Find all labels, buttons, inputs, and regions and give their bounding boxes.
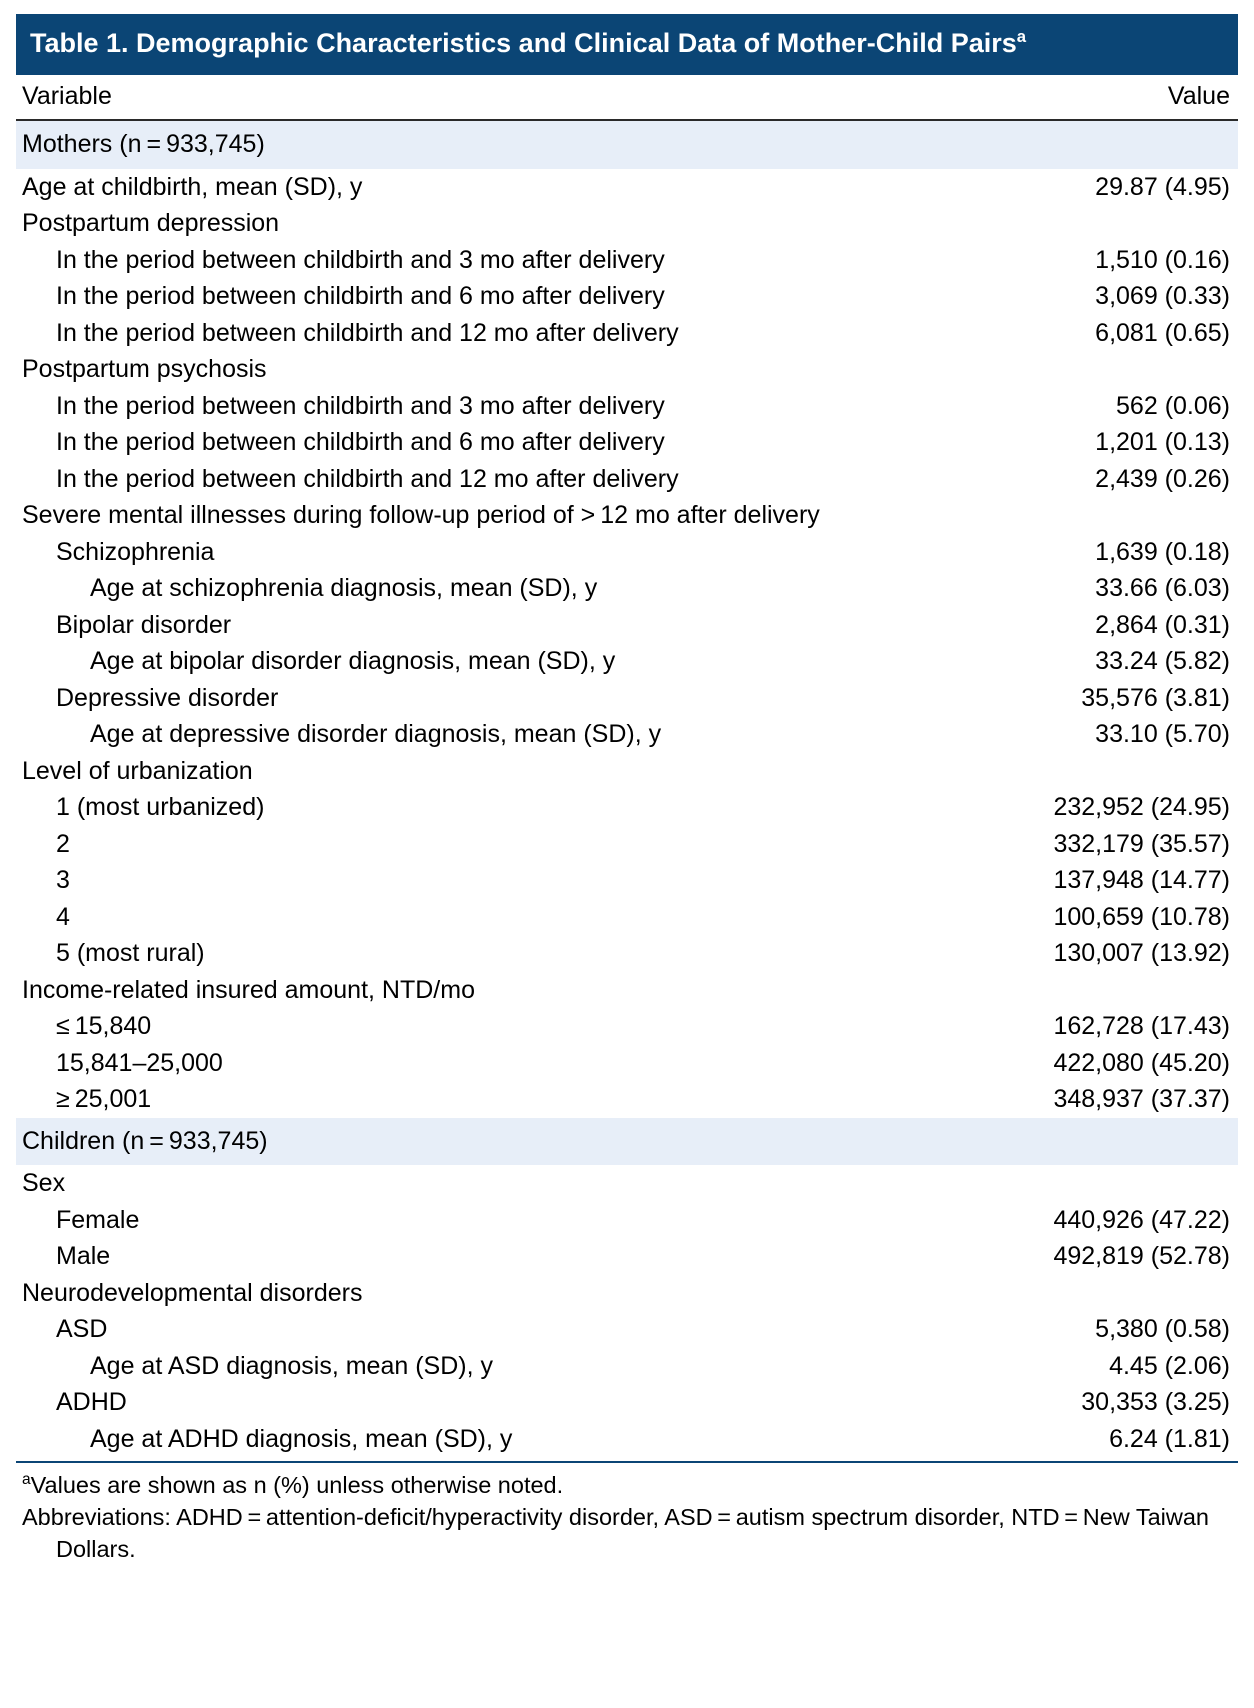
table-row	[16, 935, 1238, 972]
row-value: 2,439 (0.26)	[1095, 464, 1230, 493]
row-value: 33.10 (5.70)	[1095, 720, 1230, 749]
footnote-a-marker: a	[22, 1471, 31, 1489]
row-value: 332,179 (35.57)	[1053, 829, 1230, 858]
row-value: 1,510 (0.16)	[1095, 245, 1230, 274]
section-value	[1010, 1118, 1238, 1166]
table-row	[16, 826, 1238, 863]
table-row	[16, 972, 1238, 1009]
row-label: Bipolar disorder	[56, 610, 232, 639]
row-value: 130,007 (13.92)	[1053, 939, 1230, 968]
table-row	[16, 753, 1238, 790]
row-label: Male	[56, 1242, 111, 1271]
row-value: 29.87 (4.95)	[1095, 172, 1230, 201]
row-label: 2	[56, 829, 70, 858]
row-value: 4.45 (2.06)	[1109, 1351, 1230, 1380]
table-section-row	[16, 1118, 1238, 1166]
row-value: 33.24 (5.82)	[1095, 647, 1230, 676]
row-label: Postpartum psychosis	[22, 355, 267, 384]
row-value	[1010, 1165, 1238, 1202]
row-label: In the period between childbirth and 3 mo after delivery	[56, 245, 665, 274]
table-row	[16, 388, 1238, 425]
table-row	[16, 424, 1238, 461]
row-value	[1010, 205, 1238, 242]
row-label: Neurodevelopmental disorders	[22, 1278, 363, 1307]
row-label: Schizophrenia	[56, 537, 215, 566]
row-value: 492,819 (52.78)	[1053, 1242, 1230, 1271]
row-label: In the period between childbirth and 6 mo after delivery	[56, 282, 665, 311]
table-row	[16, 497, 1238, 534]
table-row	[16, 169, 1238, 206]
footnote-a-text: Values are shown as n (%) unless otherwise noted.	[30, 1472, 564, 1499]
row-value: 100,659 (10.78)	[1053, 902, 1230, 931]
table-row	[16, 1384, 1238, 1421]
row-label: Postpartum depression	[22, 209, 280, 238]
table-row	[16, 461, 1238, 498]
table-row	[16, 1275, 1238, 1312]
table-title-text: Table 1. Demographic Characteristics and Clinical Data of Mother-Child Pairs	[30, 28, 1017, 58]
row-value: 440,926 (47.22)	[1053, 1205, 1230, 1234]
row-label: Depressive disorder	[56, 683, 279, 712]
table-body	[16, 120, 1238, 1461]
row-label: In the period between childbirth and 12 mo after delivery	[56, 464, 679, 493]
row-value: 1,201 (0.13)	[1095, 428, 1230, 457]
table-title-footnote-marker: a	[1016, 27, 1027, 46]
row-label: ADHD	[56, 1388, 127, 1417]
table-row	[16, 1165, 1238, 1202]
row-value	[1010, 1275, 1238, 1312]
table-row	[16, 862, 1238, 899]
row-label: In the period between childbirth and 6 mo after delivery	[56, 428, 665, 457]
row-label: Age at depressive disorder diagnosis, mean (SD), y	[90, 720, 662, 749]
row-label: 4	[56, 902, 70, 931]
row-label: ≤ 15,840	[56, 1012, 152, 1041]
column-header-value: Value	[1010, 75, 1238, 121]
table-header-row	[16, 75, 1238, 121]
row-label: 5 (most rural)	[56, 939, 205, 968]
row-label: In the period between childbirth and 12 mo after delivery	[56, 318, 679, 347]
row-label: Age at schizophrenia diagnosis, mean (SD), y	[90, 574, 598, 603]
row-value: 1,639 (0.18)	[1095, 537, 1230, 566]
section-value	[1010, 120, 1238, 169]
row-value: 6.24 (1.81)	[1109, 1424, 1230, 1453]
column-header-variable: Variable	[16, 75, 1010, 121]
table-row	[16, 716, 1238, 753]
table-row	[16, 242, 1238, 279]
table-row	[16, 278, 1238, 315]
table-row	[16, 570, 1238, 607]
demographics-table	[16, 75, 1238, 1462]
table-row	[16, 315, 1238, 352]
table-row	[16, 1348, 1238, 1385]
row-label: ASD	[56, 1315, 108, 1344]
row-value: 2,864 (0.31)	[1095, 610, 1230, 639]
table-row	[16, 643, 1238, 680]
row-value: 232,952 (24.95)	[1053, 793, 1230, 822]
row-value: 422,080 (45.20)	[1053, 1048, 1230, 1077]
table-row	[16, 351, 1238, 388]
row-label: Income-related insured amount, NTD/mo	[22, 975, 475, 1004]
footnote-abbreviations	[22, 1502, 1230, 1565]
table-row	[16, 534, 1238, 571]
table-row	[16, 1238, 1238, 1275]
row-label: ≥ 25,001	[56, 1085, 152, 1114]
row-value: 162,728 (17.43)	[1053, 1012, 1230, 1041]
footnote-abbreviations-text: Abbreviations: ADHD = attention-deficit/hyperactivity disorder, ASD = autism spectrum disorder, NTD = New Taiwan Dollars.	[22, 1504, 1209, 1562]
table-row	[16, 1202, 1238, 1239]
table-container	[16, 14, 1238, 1565]
table-row	[16, 1081, 1238, 1118]
row-label: 15,841–25,000	[56, 1048, 223, 1077]
row-value: 33.66 (6.03)	[1095, 574, 1230, 603]
row-label: Age at bipolar disorder diagnosis, mean (SD), y	[90, 647, 616, 676]
row-value: 137,948 (14.77)	[1053, 866, 1230, 895]
section-label: Mothers (n = 933,745)	[16, 120, 1010, 169]
table-row	[16, 789, 1238, 826]
table-row	[16, 1008, 1238, 1045]
table-row	[16, 899, 1238, 936]
table-row	[16, 680, 1238, 717]
row-label: Severe mental illnesses during follow-up period of > 12 mo after delivery	[22, 501, 820, 530]
table-title	[16, 14, 1238, 75]
table-head	[16, 75, 1238, 121]
table-row	[16, 1311, 1238, 1348]
row-label: In the period between childbirth and 3 mo after delivery	[56, 391, 665, 420]
section-label: Children (n = 933,745)	[16, 1118, 1010, 1166]
row-value: 3,069 (0.33)	[1095, 282, 1230, 311]
row-value: 5,380 (0.58)	[1095, 1315, 1230, 1344]
row-label: 3	[56, 866, 70, 895]
row-value: 35,576 (3.81)	[1081, 683, 1230, 712]
row-label: Age at ADHD diagnosis, mean (SD), y	[90, 1424, 513, 1453]
row-value	[1010, 753, 1238, 790]
table-section-row	[16, 120, 1238, 169]
row-value	[1010, 351, 1238, 388]
row-value: 348,937 (37.37)	[1053, 1085, 1230, 1114]
table-row	[16, 1045, 1238, 1082]
row-value: 30,353 (3.25)	[1081, 1388, 1230, 1417]
row-value: 6,081 (0.65)	[1095, 318, 1230, 347]
footnote-a	[22, 1470, 1230, 1501]
table-footnotes	[16, 1463, 1238, 1565]
row-label: Sex	[22, 1169, 66, 1198]
table-row	[16, 1421, 1238, 1462]
row-label: 1 (most urbanized)	[56, 793, 265, 822]
row-value: 562 (0.06)	[1116, 391, 1230, 420]
row-label: Female	[56, 1205, 140, 1234]
table-row	[16, 607, 1238, 644]
row-label: Age at childbirth, mean (SD), y	[22, 172, 363, 201]
row-value	[1010, 972, 1238, 1009]
row-label: Age at ASD diagnosis, mean (SD), y	[90, 1351, 493, 1380]
row-label: Level of urbanization	[22, 756, 253, 785]
table-row	[16, 205, 1238, 242]
row-value	[1010, 497, 1238, 534]
